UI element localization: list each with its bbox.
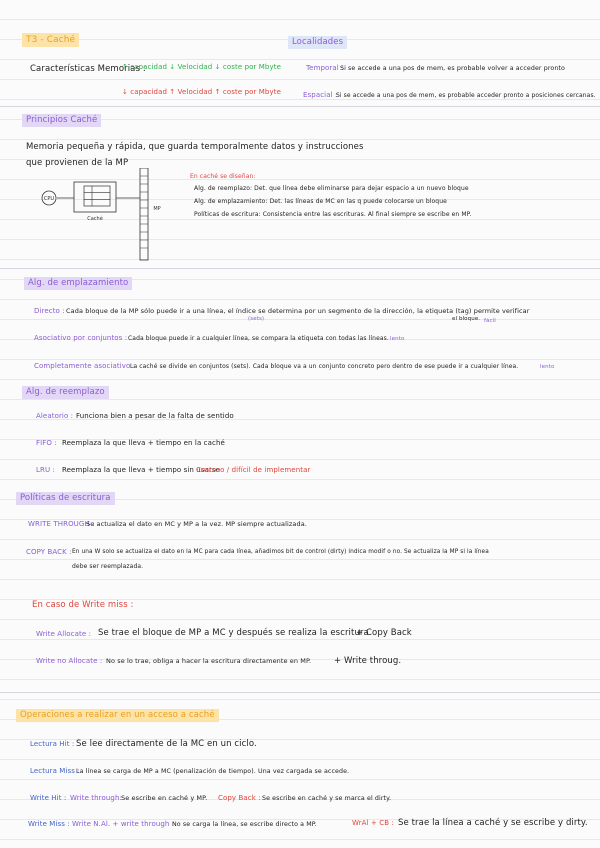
cache-diagram [38, 168, 168, 263]
write-through-label: WRITE THROUGH : [28, 520, 95, 528]
write-hit-cb-label: Copy Back : [218, 794, 261, 802]
principios-heading: Principios Caché [22, 114, 101, 127]
write-no-allocate-label: Write no Allocate : [36, 657, 103, 665]
write-allocate-plus: + Copy Back [356, 628, 412, 638]
copy-back-label: COPY BACK : [26, 548, 72, 556]
divider [0, 692, 600, 693]
cache-label: Caché [87, 216, 103, 222]
write-miss-heading: En caso de Write miss : [32, 600, 134, 610]
temporal-text: Si se accede a una pos de mem, es probable volver a acceder pronto [340, 65, 565, 72]
caracteristicas-line2: ↓ capacidad ↑ Velocidad ↑ coste por Mbyte [122, 88, 281, 96]
write-no-allocate-plus: + Write throug. [334, 656, 402, 666]
write-miss-wt-text: No se carga la línea, se escribe directo a MP. [172, 821, 317, 828]
principios-text1: Memoria pequeña y rápida, que guarda temporalmente datos y instrucciones [26, 142, 364, 152]
divider [0, 268, 600, 269]
localidades-heading: Localidades [288, 36, 347, 49]
espacial-label: Espacial : [303, 91, 338, 99]
diseno-heading: En caché se diseñan: [190, 173, 256, 180]
diseno-item-2: Alg. de emplazamiento: Det. las líneas de MC en las q puede colocarse un bloque [194, 198, 447, 205]
write-hit-cb-text: Se escribe en caché y se marca el dirty. [262, 795, 392, 802]
lectura-hit-label: Lectura Hit : [30, 740, 75, 748]
directo-note-bloque: el bloque. [452, 316, 481, 322]
directo-note-sets: (sets) [248, 316, 265, 322]
caracteristicas-line1: ↑ capacidad ↓ Velocidad ↓ coste por Mbyte [122, 63, 281, 71]
write-no-allocate-text: No se lo trae, obliga a hacer la escritura directamente en MP. [106, 657, 312, 665]
cpu-label: CPU [43, 196, 55, 202]
lectura-miss-text: La línea se carga de MP a MC (penalización de tiempo). Una vez cargada se accede. [76, 768, 350, 775]
temporal-label: Temporal : [306, 64, 344, 72]
mp-column [140, 168, 148, 260]
write-hit-wt-label: Write through: [70, 794, 122, 802]
write-miss-cb-text: Se trae la línea a caché y se escribe y dirty. [398, 818, 588, 828]
completo-label: Completamente asociativo : [34, 362, 136, 370]
asociativo-text: Cada bloque puede ir a cualquier línea, se compara la etiqueta con todas las líneas. [128, 335, 389, 342]
lectura-miss-label: Lectura Miss : [30, 767, 80, 775]
aleatorio-text: Funciona bien a pesar de la falta de sentido [76, 412, 234, 420]
principios-text2: que provienen de la MP [26, 158, 129, 168]
operaciones-heading: Operaciones a realizar en un acceso a caché [16, 709, 219, 722]
asociativo-note: lento [390, 336, 405, 342]
write-miss-label: Write Miss : [28, 820, 70, 828]
write-miss-wt-label: Write N.Al. + write through : [72, 820, 175, 828]
completo-note: lento [540, 364, 555, 370]
write-through-text: Se actualiza el dato en MC y MP a la vez. MP siempre actualizada. [86, 520, 307, 528]
emplazamiento-heading: Alg. de emplazamiento [24, 277, 132, 290]
asociativo-label: Asociativo por conjuntos : [34, 334, 128, 342]
page-title: T3 - Caché [22, 33, 79, 47]
lru-note: Costoso / difícil de implementar [196, 466, 311, 474]
fifo-text: Reemplaza la que lleva + tiempo en la caché [62, 439, 225, 447]
directo-note-facil: fácil [484, 318, 496, 324]
write-allocate-label: Write Allocate : [36, 630, 92, 638]
lectura-hit-text: Se lee directamente de la MC en un ciclo. [76, 739, 257, 749]
lru-text: Reemplaza la que lleva + tiempo sin usarse [62, 466, 221, 474]
write-miss-cb-label: WrAl + CB : [352, 819, 394, 827]
diseno-item-1: Alg. de reemplazo: Det. que línea debe eliminarse para dejar espacio a un nuevo bloque [194, 185, 469, 192]
cache-lines [84, 186, 110, 206]
politicas-heading: Políticas de escritura [16, 492, 115, 505]
write-allocate-text: Se trae el bloque de MP a MC y después se realiza la escritura [98, 628, 369, 638]
caracteristicas-label: Características Memorias : [30, 64, 146, 74]
reemplazo-heading: Alg. de reemplazo [22, 386, 109, 399]
directo-text: Cada bloque de la MP sólo puede ir a una línea, el índice se determina por un segmento de la dirección, la etiqueta (tag) permite verificar [66, 307, 530, 315]
aleatorio-label: Aleatorio : [36, 412, 74, 420]
diseno-item-3: Políticas de escritura: Consistencia entre las escrituras. Al final siempre se escribe en MP. [194, 211, 472, 218]
divider [0, 106, 600, 107]
mp-label: MP [153, 206, 161, 212]
copy-back-text2: debe ser reemplazada. [72, 563, 144, 570]
fifo-label: FIFO : [36, 439, 57, 447]
copy-back-text: En una W solo se actualiza el dato en la MC para cada línea, añadimos bit de control (dirty) indica modif o no. Se actualiza la MP si la línea [72, 549, 489, 555]
espacial-text: Si se accede a una pos de mem, es probable acceder pronto a posiciones cercanas. [336, 92, 596, 99]
directo-label: Directo : [34, 307, 65, 315]
lru-label: LRU : [36, 466, 55, 474]
completo-text: La caché se divide en conjuntos (sets). Cada bloque va a un conjunto concreto pero dentro de ese puede ir a cualquier línea. [130, 363, 519, 370]
write-hit-label: Write Hit : [30, 794, 67, 802]
write-hit-wt-text: Se escribe en caché y MP. [121, 794, 208, 802]
